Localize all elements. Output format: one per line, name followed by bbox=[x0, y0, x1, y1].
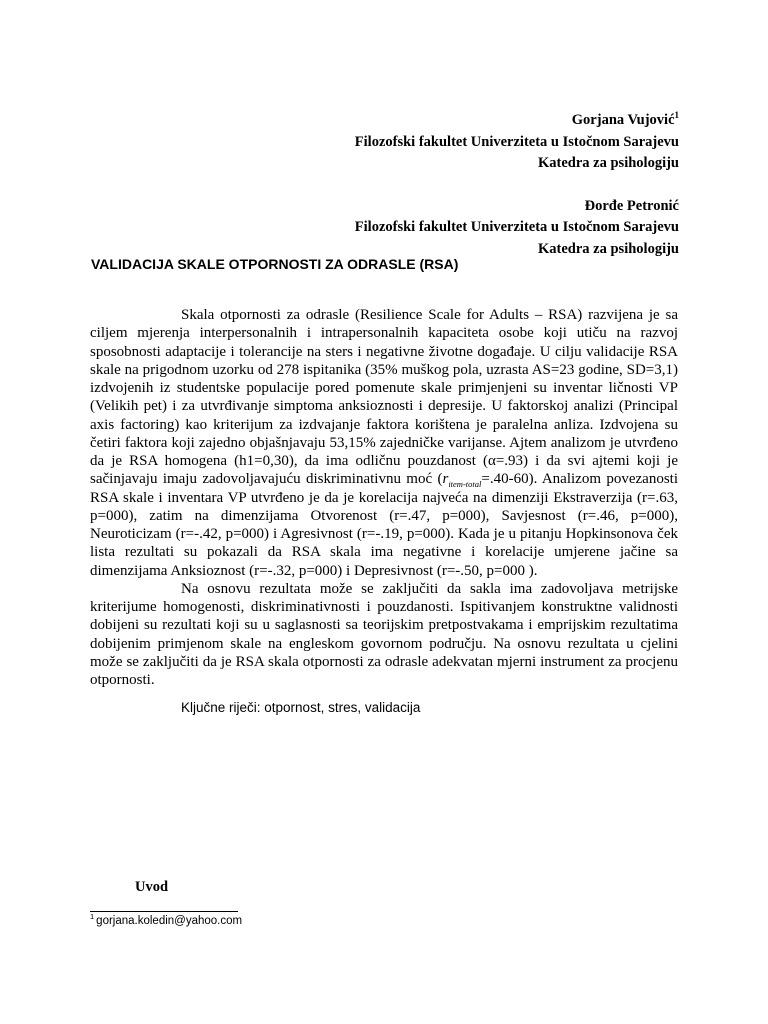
author-affiliation: Filozofski fakultet Univerziteta u Istočnom Sarajevu bbox=[354, 133, 679, 150]
r-subscript: item-total bbox=[448, 479, 482, 490]
author-1 bbox=[355, 110, 679, 175]
author-name: Đorđe Petronić bbox=[584, 197, 679, 214]
abstract-text-part-2: =.40-60). Analizom povezanosti RSA skale i inventara VP utvrđeno je da je korelacija najveća na dimenziji Ekstraverzija (r=.63, p=000), zatim na dimenzijama Otvorenost (r=.47, p=000), Savjesnost (r=.46, p=000), Neuroticizam (r=-.42, p=000) i Agresivnost (r=-.19, p=000). Kada je u pitanju Hopkinsonova ček lista rezultati su pokazali da RSA skala ima negativne i korelacije umjerene jačine sa dimenzijama Anksioznost (r=-.32, p=000) i Depresivnost (r=-.50, p=000 ). bbox=[90, 471, 678, 579]
abstract-paragraph-2: Na osnovu rezultata može se zaključiti da sakla ima zadovoljava metrijske kriterijume homogenosti, diskriminativnosti i pouzdanosti. Ispitivanjem konstruktne validnosti dobijeni su rezultati koji su u saglasnosti sa teorijskim pretpostvakama i emprijskim rezultatima dobijenim primjenom skale na engleskom govornom području. Na osnovu rezultata u cjelini može se zaključiti da je RSA skala otpornosti za odrasle adekvatan mjerni instrument za procjenu otpornosti. bbox=[90, 580, 678, 688]
authors-block bbox=[355, 110, 679, 260]
author-name bbox=[355, 110, 679, 132]
footnote-number: 1 bbox=[90, 912, 95, 922]
footnote bbox=[90, 912, 243, 927]
keywords: Ključne riječi: otpornost, stres, validacija bbox=[181, 700, 421, 715]
footnote-marker: 1 bbox=[674, 110, 679, 121]
paper-title: VALIDACIJA SKALE OTPORNOSTI ZA ODRASLE (RSA) bbox=[91, 256, 459, 272]
author-department: Katedra za psihologiju bbox=[538, 240, 679, 257]
author-department: Katedra za psihologiju bbox=[538, 155, 679, 171]
footnote-email: gorjana.koledin@yahoo.com bbox=[96, 915, 243, 927]
section-heading: Uvod bbox=[135, 879, 169, 895]
footnote-separator bbox=[90, 911, 238, 912]
abstract-text-part-1: Skala otpornosti za odrasle (Resilience Scale for Adults – RSA) razvijena je sa ciljem mjerenja interpersonalnih i intrapersonalnih kapaciteta osobe koji utiču na razvoj sposobnosti adaptacije i tolerancije na sters i negativne životne događaje. U cilju validacije RSA skale na prigodnom uzorku od 278 ispitanika (35% muškog pola, uzrasta AS=23 godine, SD=3,1) izdvojenih iz studentske populacije pored pomenute skale primjenjeni su inventar ličnosti VP (Velikih pet) i za utvrđivanje simptoma anksioznosti i depresije. U faktorskoj analizi (Principal axis factoring) kao kriterijum za izdvajanje faktora korištena je paralelna anliza. Izdvojena su četiri faktora koji zajedno objašnjavaju 53,15% zajedničke varijanse. Ajtem analizom je utvrđeno da je RSA homogena (h1=0,30), da ima odličnu pouzdanost (α=.93) i da svi ajtemi koji je sačinjavaju imaju zadovoljavajuću diskriminativnu moć ( bbox=[90, 307, 678, 488]
r-symbol: r bbox=[442, 471, 449, 488]
author-affiliation: Filozofski fakultet Univerziteta u Istočnom Sarajevu bbox=[354, 219, 679, 235]
abstract-paragraph-1 bbox=[90, 306, 678, 580]
abstract bbox=[90, 306, 678, 689]
author-2 bbox=[355, 196, 679, 261]
author-name-text: Gorjana Vujović bbox=[571, 112, 675, 128]
